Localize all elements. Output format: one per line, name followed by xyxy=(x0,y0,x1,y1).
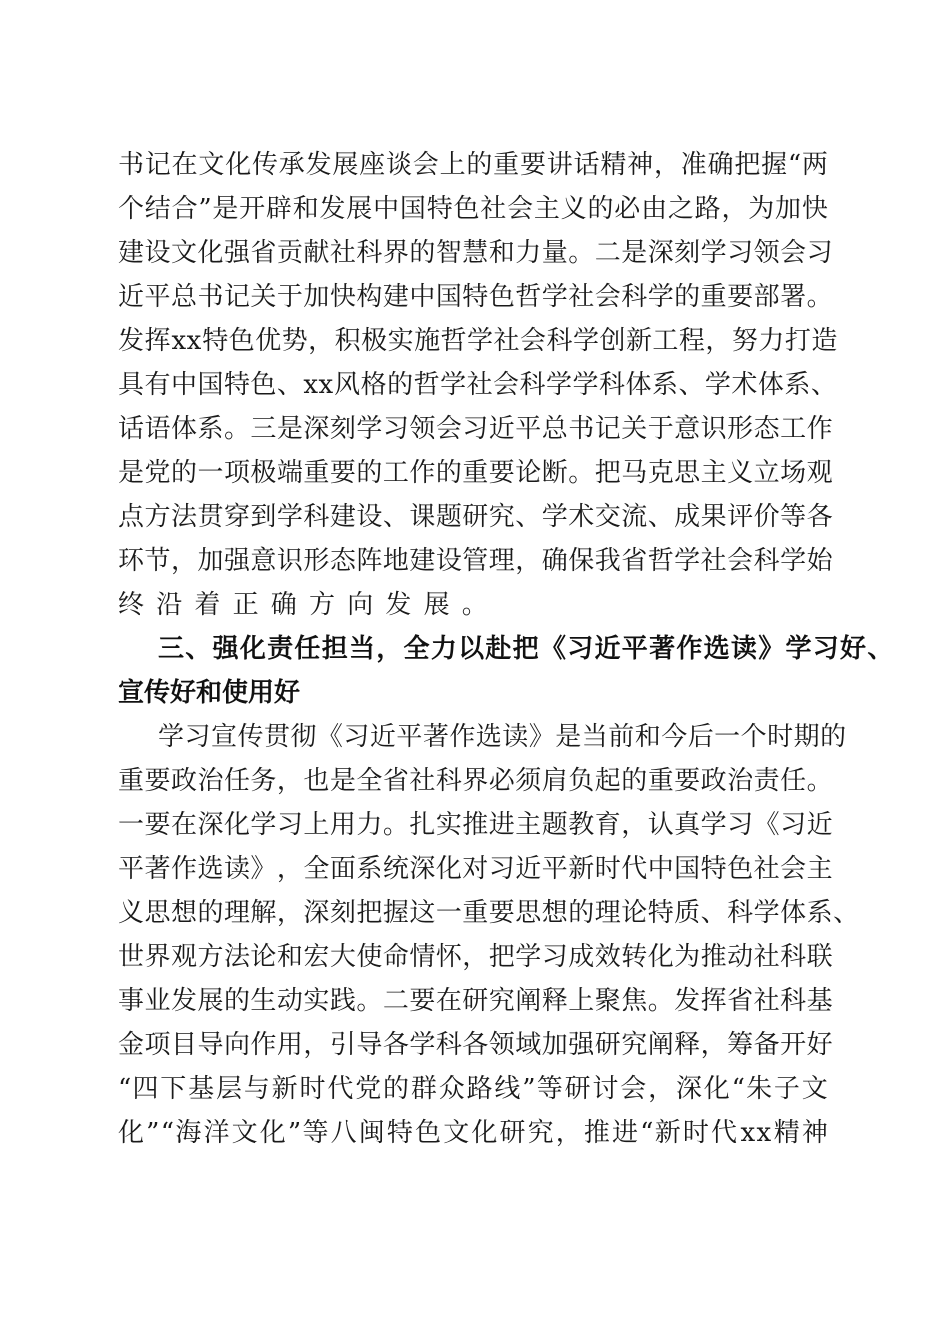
text-line: 义​ 思​ 想​ 的​ 理​ 解​ ，​ 深​ 刻​ 把​ 握​ 这​ 一​ 重​ 要​ 思​ 想​ 的​ 理​ 论​ 特​ 质​ 、​ 科​ 学​ 体​ 系​ 、 xyxy=(118,898,860,928)
text-line: 个​ 结​ 合​ ”​ 是​ 开​ 辟​ 和​ 发​ 展​ 中​ 国​ 特​ 色​ 社​ 会​ 主​ 义​ 的​ 必​ 由​ 之​ 路​ ，​ 为​ 加​ 快 xyxy=(118,194,828,224)
text-line: 书​ 记​ 在​ 文​ 化​ 传​ 承​ 发​ 展​ 座​ 谈​ 会​ 上​ 的​ 重​ 要​ 讲​ 话​ 精​ 神​ ，​ 准​ 确​ 把​ 握​ “​ 两 xyxy=(118,150,828,180)
text-line: 重​ 要​ 政​ 治​ 任​ 务​ ，​ 也​ 是​ 全​ 省​ 社​ 科​ 界​ 必​ 须​ 肩​ 负​ 起​ 的​ 重​ 要​ 政​ 治​ 责​ 任​ 。 xyxy=(118,766,833,796)
text-line-first: 学​ 习​ 宣​ 传​ 贯​ 彻​ 《​ 习​ 近​ 平​ 著​ 作​ 选​ 读​ 》​ 是​ 当​ 前​ 和​ 今​ 后​ 一​ 个​ 时​ 期​ 的 xyxy=(158,722,847,752)
text-line: 化​ ”​ “​ 海​ 洋​ 文​ 化​ ”​ 等​ 八​ 闽​ 特​ 色​ 文​ 化​ 研​ 究​ ，​ 推​ 进​ “​ 新​ 时​ 代​ ​ x​ x​ ​ 精​ 神 xyxy=(118,1118,828,1148)
text-line: 事​ 业​ 发​ 展​ 的​ 生​ 动​ 实​ 践​ 。​ 二​ 要​ 在​ 研​ 究​ 阐​ 释​ 上​ 聚​ 焦​ 。​ 发​ 挥​ 省​ 社​ 科​ 基 xyxy=(118,986,833,1016)
paragraph-continuation xyxy=(118,143,838,627)
text-line: 发​ 挥​ ​ x​ x​ ​ 特​ 色​ 优​ 势​ ，​ 积​ 极​ 实​ 施​ 哲​ 学​ 社​ 会​ 科​ 学​ 创​ 新​ 工​ 程​ ，​ 努​ 力​ 打​ 造 xyxy=(118,326,838,356)
text-line: 是​ 党​ 的​ 一​ 项​ 极​ 端​ 重​ 要​ 的​ 工​ 作​ 的​ 重​ 要​ 论​ 断​ 。​ 把​ 马​ 克​ 思​ 主​ 义​ 立​ 场​ 观 xyxy=(118,458,833,488)
text-line: 一​ 要​ 在​ 深​ 化​ 学​ 习​ 上​ 用​ 力​ 。​ 扎​ 实​ 推​ 进​ 主​ 题​ 教​ 育​ ，​ 认​ 真​ 学​ 习​ 《​ 习​ 近 xyxy=(118,810,833,840)
text-line: 环​ 节​ ，​ 加​ 强​ 意​ 识​ 形​ 态​ 阵​ 地​ 建​ 设​ 管​ 理​ ，​ 确​ 保​ 我​ 省​ 哲​ 学​ 社​ 会​ 科​ 学​ 始 xyxy=(118,546,833,576)
text-line: 点​ 方​ 法​ 贯​ 穿​ 到​ 学​ 科​ 建​ 设​ 、​ 课​ 题​ 研​ 究​ 、​ 学​ 术​ 交​ 流​ 、​ 成​ 果​ 评​ 价​ 等​ 各 xyxy=(118,502,833,532)
text-line: 具​ 有​ 中​ 国​ 特​ 色​ 、​ x​ x​ ​ 风​ 格​ 的​ 哲​ 学​ 社​ 会​ 科​ 学​ 学​ 科​ 体​ 系​ 、​ 学​ 术​ 体​ 系​ 、 xyxy=(118,370,837,400)
text-line: 世​ 界​ 观​ 方​ 法​ 论​ 和​ 宏​ 大​ 使​ 命​ 情​ 怀​ ，​ 把​ 学​ 习​ 成​ 效​ 转​ 化​ 为​ 推​ 动​ 社​ 科​ 联 xyxy=(118,942,833,972)
heading-line: 三​ 、​ 强​ 化​ 责​ 任​ 担​ 当​ ，​ 全​ 力​ 以​ 赴​ 把​ 《​ 习​ 近​ 平​ 著​ 作​ 选​ 读​ 》​ 学​ 习​ 好​ 、 xyxy=(158,634,894,664)
text-line: 近​ 平​ 总​ 书​ 记​ 关​ 于​ 加​ 快​ 构​ 建​ 中​ 国​ 特​ 色​ 哲​ 学​ 社​ 会​ 科​ 学​ 的​ 重​ 要​ 部​ 署​ 。 xyxy=(118,282,833,312)
document-body xyxy=(118,143,894,1155)
text-line: 话​ 语​ 体​ 系​ 。​ 三​ 是​ 深​ 刻​ 学​ 习​ 领​ 会​ 习​ 近​ 平​ 总​ 书​ 记​ 关​ 于​ 意​ 识​ 形​ 态​ 工​ 作 xyxy=(118,414,833,444)
text-line: 金​ 项​ 目​ 导​ 向​ 作​ 用​ ，​ 引​ 导​ 各​ 学​ 科​ 各​ 领​ 域​ 加​ 强​ 研​ 究​ 阐​ 释​ ，​ 筹​ 备​ 开​ 好 xyxy=(118,1030,833,1060)
paragraph xyxy=(118,715,860,1155)
text-line: “​ 四​ 下​ 基​ 层​ 与​ 新​ 时​ 代​ 党​ 的​ 群​ 众​ 路​ 线​ ”​ 等​ 研​ 讨​ 会​ ，​ 深​ 化​ “​ 朱​ 子​ 文 xyxy=(118,1074,828,1104)
text-line-last: 终沿着正确方向发展。 xyxy=(118,590,501,620)
text-line: 平​ 著​ 作​ 选​ 读​ 》​ ，​ 全​ 面​ 系​ 统​ 深​ 化​ 对​ 习​ 近​ 平​ 新​ 时​ 代​ 中​ 国​ 特​ 色​ 社​ 会​ 主 xyxy=(118,854,833,884)
heading-line-last: 宣传好和使用好 xyxy=(118,678,301,708)
section-heading xyxy=(118,627,894,715)
text-line: 建​ 设​ 文​ 化​ 强​ 省​ 贡​ 献​ 社​ 科​ 界​ 的​ 智​ 慧​ 和​ 力​ 量​ 。​ 二​ 是​ 深​ 刻​ 学​ 习​ 领​ 会​ 习 xyxy=(118,238,833,268)
